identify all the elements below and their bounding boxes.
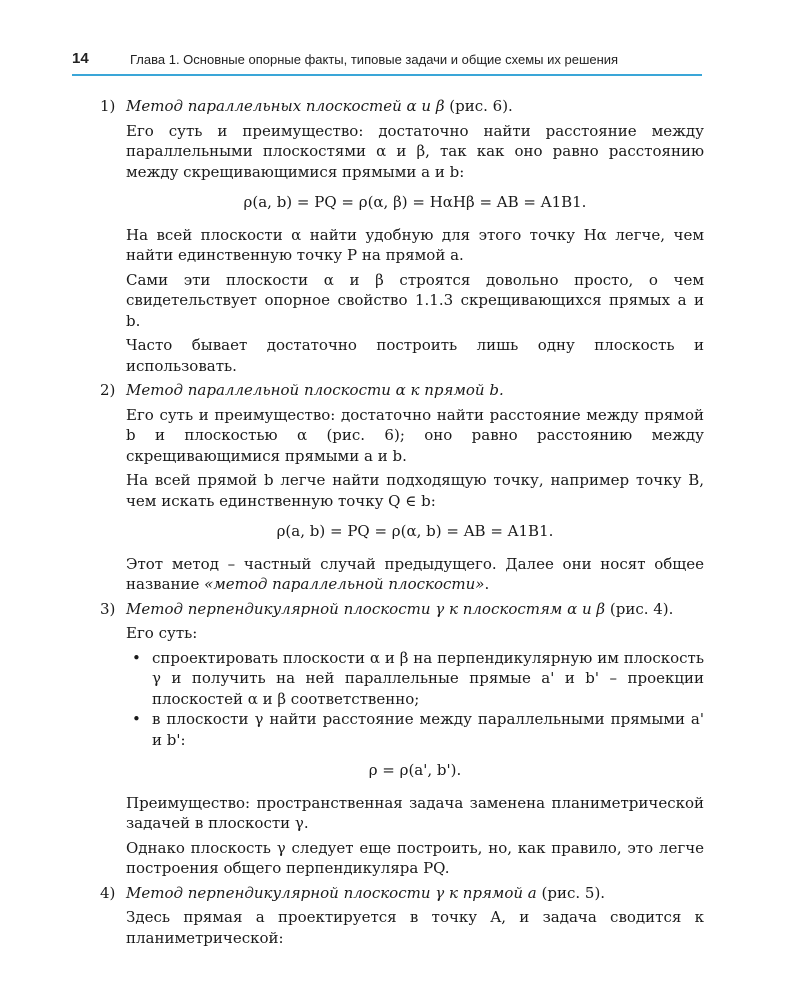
method-title [126,599,704,620]
method-title [126,96,704,117]
formula: ρ(a, b) = PQ = ρ(α, b) = AB = A1B1. [276,522,554,540]
formula: ρ(a, b) = PQ = ρ(α, β) = HαHβ = AB = A1B1. [243,193,587,211]
paragraph: На всей плоскости α найти удобную для этого точку Hα легче, чем найти единственную точку P на прямой a. [126,225,704,264]
paragraph: На всей прямой b легче найти подходящую точку, например точку B, чем искать единственную точку Q ∈ b: [126,471,704,510]
paragraph [126,554,704,595]
figure-ref: (рис. 4). [605,599,674,618]
running-header [72,48,702,76]
paragraph: Сами эти плоскости α и β строятся довольно просто, о чем свидетельствует опорное свойство 1.1.3 скрещивающихся прямых a и b. [126,270,704,330]
method-title-text: Метод параллельных плоскостей α и β [126,97,445,115]
figure-ref: (рис. 5). [536,883,606,902]
figure-ref: (рис. 6). [444,97,513,115]
page-number: 14 [72,50,89,67]
method-item-4 [100,883,704,949]
formula: ρ = ρ(a', b'). [368,761,462,779]
list-item [126,648,704,710]
paragraph: Его суть и преимущество: достаточно найти расстояние между параллельными плоскостями α и β, так как оно равно расстоянию между скрещивающимися прямыми a и b: [126,121,704,181]
paragraph-text: Этот метод – частный случай предыдущего. Далее они носят общее название [126,554,704,593]
list-item-text: спроектировать плоскости α и β на перпендикулярную им плоскость γ и получить на ней параллельные прямые a' и b' – проекции плоскостей α и β соответственно; [152,648,704,708]
bullet-icon: • [132,710,141,728]
method-title-text: Метод перпендикулярной плоскости γ к прямой a [126,883,537,902]
method-title: Метод параллельной плоскости α к прямой b. [126,381,504,399]
method-item-3 [100,599,704,879]
page-content [100,96,704,952]
method-item-1 [100,96,704,376]
item-number: 1) [100,97,116,115]
method-title [126,883,704,904]
method-name-italic: «метод параллельной плоскости» [204,575,485,593]
bullet-list [126,648,704,751]
item-number: 4) [100,883,116,902]
method-title-text: Метод перпендикулярной плоскости γ к плоскостям α и β [126,599,606,618]
paragraph: Его суть: [126,624,198,642]
paragraph: Часто бывает достаточно построить лишь одну плоскость и использовать. [126,336,704,375]
paragraph: Здесь прямая a проектируется в точку A, и задача сводится к планиметрической: [126,908,704,947]
paragraph: Преимущество: пространственная задача заменена планиметрической задачей в плоскости γ. [126,793,704,832]
list-item [126,709,704,750]
item-number: 2) [100,381,116,399]
paragraph: Его суть и преимущество: достаточно найти расстояние между прямой b и плоскостью α (рис. 6); оно равно расстоянию между скрещивающимися прямыми a и b. [126,405,704,465]
item-number: 3) [100,599,116,618]
list-item-text: в плоскости γ найти расстояние между параллельными прямыми a' и b': [152,710,704,749]
bullet-icon: • [132,648,141,667]
paragraph: Однако плоскость γ следует еще построить, но, как правило, это легче построения общего перпендикуляра PQ. [126,838,704,877]
chapter-title: Глава 1. Основные опорные факты, типовые задачи и общие схемы их решения [130,52,619,67]
method-item-2 [100,380,704,595]
paragraph-end: . [484,575,490,593]
